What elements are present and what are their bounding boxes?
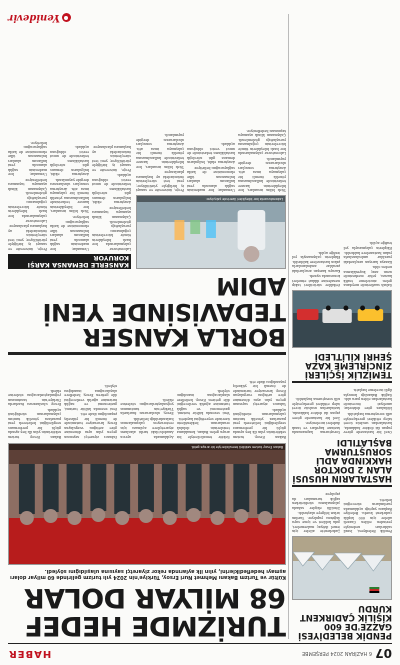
paragraph: Laboratuvar çalışmalarında bor bazlı bileşiklerin tümör hücrelerinin çoğalmasını yavaşlattığı gözlemlendi. Çalışmanın klinik aşamaya taşınması hedefleniyor. <box>92 205 131 251</box>
feature-body <box>8 111 286 270</box>
tent-camp-photo <box>292 536 392 600</box>
story-text-columns <box>292 240 392 287</box>
paragraph: Uzmanlar, bor madeninin sağlık alanında yeni kullanım alanları bulmasının ülke ekonomisine de katkı sağlayacağını belirtiyor. <box>50 215 89 251</box>
paragraph: Pendik Belediyesi, İsrail saldırıları nedeniyle yerinden edilen Gazzeli aileler için 600 kişilik çadırkent kurdu. Belediye Başkanı yaptığı açıklamada yardımların süreceğini belirtti. <box>343 497 392 534</box>
feature-left <box>136 111 286 270</box>
feature-kicker: KANSERLE DEMANSA KARŞI KORUYOR <box>8 254 131 270</box>
paragraph: Kazaya karışan araçlardaki yaralılar ambulanslarla yakın hastanelere kaldırıldı. Ekiplerin çalışmasıyla yol trafiğe açıldı. <box>343 241 392 264</box>
paragraph: Uzmanlar, bor madeninin sağlık alanında yeni kullanım alanları bulmasının ülke ekonomisine de katkı sağlayacağını belirtiyor. <box>187 165 235 193</box>
paragraph: Soruşturma kapsamında hastane kayıtları ve tanık ifadeleri inceleniyor. <box>292 421 341 435</box>
feature-story <box>8 111 286 355</box>
page-number: 07 <box>375 646 392 660</box>
paragraph: Yabancı ziyaretçi sayısının geçen yılın aynı dönemine göre arttığını vurgulayan Ersoy, kruvaziyer turizminde de önemli bir yükseliş yaşandığını ifade etti. <box>232 379 286 407</box>
page-header-bar <box>8 643 392 660</box>
paragraph: Ersoy, uluslararası fuarlarda Türkiye'nin tanıtımının yoğunlaştırılacağını sözlerine ekledi. <box>7 388 62 407</box>
story-text-columns <box>292 387 392 434</box>
paragraph: Türk bilim insanları, bor bileşiklerinin kanser tedavisinde kullanılmasına yönelik önemli bir çalışmaya imza attı. Araştırma sonuçları uluslararası dergide yayımlandı. <box>136 133 184 169</box>
section-label: HABER <box>8 648 52 659</box>
paragraph: İddialara göre doktorlar, ameliyat öncesinde hastalardan elden para aldı. Sağlık Bakanlığı konuyla ilgili inceleme başlattı. <box>343 388 392 411</box>
issue-date: 6 HAZİRAN 2024 PERŞEMBE <box>301 650 372 656</box>
paragraph: Gönüllü ekipler sahada çalışmalarını sürdürürken sağlık taramaları da yapılıyor. <box>292 492 341 510</box>
paragraph: Özel bir hastanede görev yapan iki doktor hakkında, hastalardan usulsüz ücret talep ettikleri gerekçesiyle adli soruşturma başlatıldı. <box>292 397 341 420</box>
paragraph: Araştırma ekibi, bulguların demans gibi nörolojik hastalıkların tedavisinde de umut verici olduğunu açıkladı. <box>187 142 235 165</box>
story-kaza <box>292 240 392 383</box>
paragraph: Uzmanlar, bor madeninin sağlık alanında yeni kullanım alanları bulmasının ülke ekonomisine de katkı sağlayacağını belirtiyor. <box>8 140 47 177</box>
paragraph: Açıklamada ayrıca Anadolu'daki tarihi alanların ziyaretçilere açılması için restorasyon çalışmalarının hızlandırıldığı belirtildi. <box>120 416 174 439</box>
story-cadirkent <box>292 491 392 639</box>
brand-name: Yenidevir <box>8 12 60 23</box>
paragraph: Yeni sezonda kültür turizmi, gastronomi ve sağlık turizmine ağırlık verileceğini dile getiren Ersoy, hedeflere ulaşılacağına inandığını söyledi. <box>64 384 118 411</box>
lead-photo-caption: Bakan Ersoy turizm sektörü temsilcileriyle bir araya geldi. <box>9 444 285 450</box>
lead-text-columns <box>8 359 286 439</box>
paragraph: Laboratuvar çalışmalarında bor bazlı bileşiklerin tümör hücrelerinin çoğalmasını yavaşlattığı gözlemlendi. Çalışmanın klinik aşamaya taşınması hedefleniyor. <box>238 128 286 156</box>
story-text-columns <box>292 491 392 534</box>
paragraph: Laboratuvar çalışmalarında bor bazlı bileşiklerin tümör hücrelerinin çoğalmasını yavaşlattığı gözlemlendi. Çalışmanın klinik aşamaya taşınması hedefleniyor. <box>8 177 47 223</box>
story-headline: HASTALARIN HUSUSİ ALAN 2 DOKTOR HAKKINDA ADLİ SORUŞTURMA BAŞLATILDI <box>292 436 392 483</box>
paragraph: Türk bilim insanları, bor bileşiklerinin kanser tedavisinde kullanılmasına yönelik önemli bir çalışmaya imza attı. Araştırma sonuçları uluslararası dergide yayımlandı. <box>50 177 89 214</box>
main-area <box>8 10 286 639</box>
paragraph: Ersoy, uluslararası fuarlarda Türkiye'nin tanıtımının yoğunlaştırılacağını sözlerine ekledi. <box>120 397 174 416</box>
brand-logo <box>8 12 71 23</box>
paragraph: Sektör temsilcileriyle bir araya gelen Bakan, konaklama tesislerinin doluluk oranlarının beklentilerin üzerinde seyrettiğini kaydetti. <box>176 416 230 439</box>
story-headline: TEMİZLİK İŞÇİLERİ ZİNCİRLEME KAZA ŞEHRİ KİLİTLEDİ <box>304 351 392 379</box>
paragraph: Türk bilim insanları, bor bileşiklerinin kanser tedavisinde kullanılmasına yönelik önemli bir çalışmaya imza attı. Araştırma sonuçları uluslararası dergide yayımlandı. <box>238 156 286 193</box>
feature-headline: BORLA KANSER TEDAVİSİNDE YENİ ADIM <box>43 272 286 351</box>
laboratory-photo <box>136 195 286 269</box>
traffic-accident-photo <box>292 290 392 348</box>
paragraph: Yeni sezonda kültür turizmi, gastronomi ve sağlık turizmine ağırlık verileceğini dile getiren Ersoy, hedeflere ulaşılacağına inandığını söyledi. <box>176 388 230 416</box>
paragraph: Sabah saatlerinde meydana gelen zincirleme trafik kazası, şehir merkezinde uzun araç kuyruklarına neden oldu. <box>343 265 392 288</box>
paragraph: Kazaya karışan araçlardaki yaralılar ambulanslarla yakın hastanelere kaldırıldı. Ekiplerin çalışmasıyla yol trafiğe açıldı. <box>292 250 341 273</box>
story-headline: PENDİK BELEDİYESİ GAZZE'DE 600 KİŞİLİK ÇADIRKENT KURDU <box>298 603 392 640</box>
feature-text-columns <box>136 122 286 192</box>
feature-right <box>8 111 131 270</box>
paragraph: Bakan Ersoy, turizm sektörünün yılın ilk beş ayında güçlü bir performans sergilediğini belirterek yeni pazarlara yönelik tanıtım çalışmalarının sürdüğünü açıkladı. <box>7 407 62 439</box>
lead-subhead: Kültür ve Turizm Bakanı Mehmet Nuri Ersoy, Türkiye'nin 2024 yılı turizm gelirinde 60 milyar doları aşmayı hedeflediklerini, yılın ilk aylarında rekor ziyaretçi sayısına ulaşıldığını söyledi. <box>10 568 286 581</box>
paragraph: Özel bir hastanede görev yapan iki doktor hakkında, hastalardan usulsüz ücret talep ettikleri gerekçesiyle adli soruşturma başlatıldı. <box>343 412 392 435</box>
lead-headline: TURİZMDE HEDEF 68 MİLYAR DOLAR <box>24 581 286 641</box>
paragraph: Proje, üniversite ve sanayi iş birliğiyle yürütülüyor; yeni test süreçlerinin önümüzdeki ay başlaması planlanıyor. <box>92 145 131 172</box>
lead-group-photo <box>8 443 286 565</box>
paragraph: Yabancı ziyaretçi sayısının geçen yılın aynı dönemine göre arttığını vurgulayan Ersoy, kruvaziyer turizminde de önemli bir yükseliş yaşandığını ifade etti. <box>64 412 118 439</box>
paragraph: Çadırkentte aileler için temel ihtiyaç malzemeleri, gıda kolileri ve içme suyu dağıtımı yapılıyor. Yardım tırları bölgeye ulaştırıldı. <box>292 511 341 534</box>
left-column <box>292 10 392 639</box>
story-doktor <box>292 387 392 487</box>
feature-photo-caption: Laboratuvarda bor bileşikleri üzerinde çalışılıyor. <box>137 196 285 202</box>
paragraph: Araştırma ekibi, bulguların demans gibi nörolojik hastalıkların tedavisinde de umut verici olduğunu açıkladı. <box>92 173 131 205</box>
paragraph: Proje, üniversite ve sanayi iş birliğiyle yürütülüyor; yeni test süreçlerinin önümüzdeki ay başlaması planlanıyor. <box>136 170 184 193</box>
lead-story <box>8 359 286 639</box>
paragraph: Yetkililer sürücüleri takip mesafesine dikkat etmeleri konusunda uyardı. <box>292 274 341 288</box>
feature-side-columns <box>8 111 131 251</box>
paragraph: Proje, üniversite ve sanayi iş birliğiyle yürütülüyor; yeni test süreçlerinin önümüzdeki ay başlaması planlanıyor. <box>8 224 47 251</box>
logo-mark-icon <box>62 13 71 22</box>
column-divider <box>288 14 289 639</box>
paragraph: Bakan Ersoy, turizm sektörünün yılın ilk beş ayında güçlü bir performans sergilediğini belirterek yeni pazarlara yönelik tanıtım çalışmalarının sürdüğünü açıkladı. <box>232 407 286 439</box>
paragraph: Araştırma ekibi, bulguların demans gibi nörolojik hastalıkların tedavisinde de umut verici olduğunu açıkladı. <box>50 145 89 177</box>
